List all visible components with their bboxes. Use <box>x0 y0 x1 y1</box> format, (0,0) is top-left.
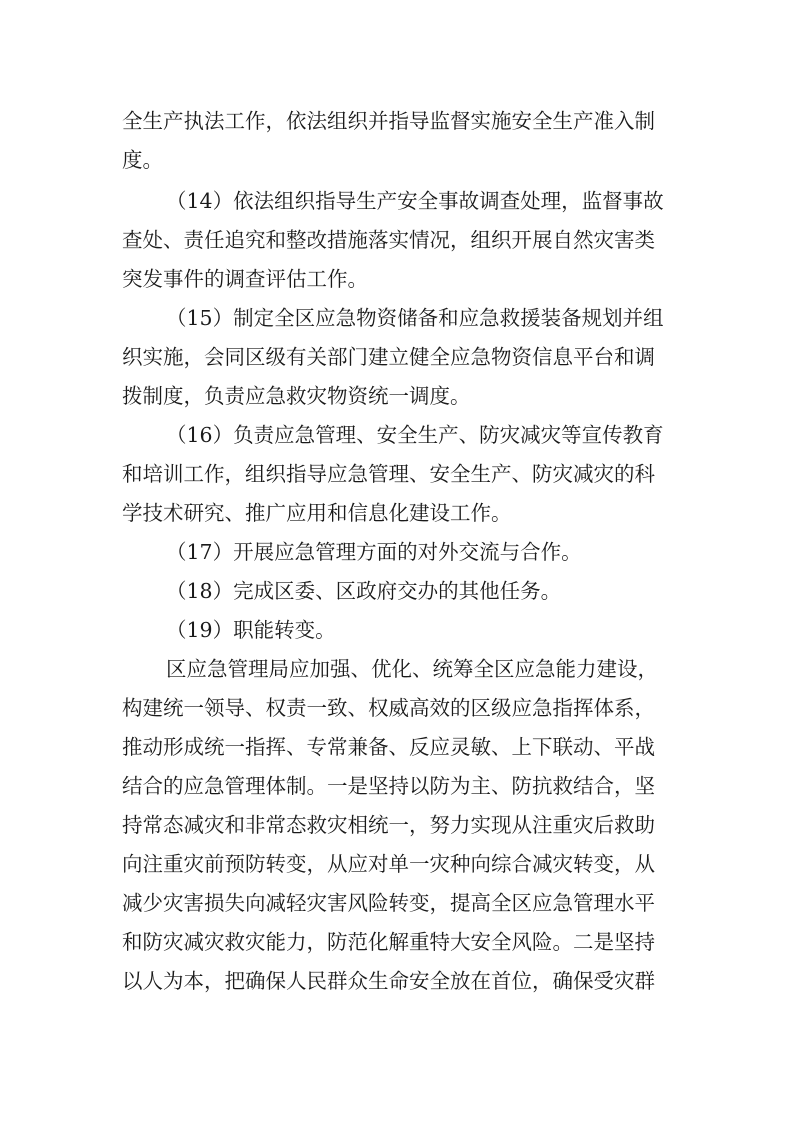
text-line: 以人为本，把确保人民群众生命安全放在首位，确保受灾群 <box>122 969 655 993</box>
text-line: 学技术研究、推广应用和信息化建设工作。 <box>122 501 512 525</box>
paragraph-14-start: （14）依法组织指导生产安全事故调查处理，监督事故 <box>166 189 664 213</box>
text-line: 突发事件的调查评估工作。 <box>122 267 368 291</box>
text-line: 构建统一领导、权责一致、权威高效的区级应急指挥体系， <box>122 696 655 720</box>
text-line: 持常态减灾和非常态救灾相统一，努力实现从注重灾后救助 <box>122 813 655 837</box>
text-line: 查处、责任追究和整改措施落实情况，组织开展自然灾害类 <box>122 228 655 252</box>
text-line: 和培训工作，组织指导应急管理、安全生产、防灾减灾的科 <box>122 462 655 486</box>
text-line: 减少灾害损失向减轻灾害风险转变，提高全区应急管理水平 <box>122 891 655 915</box>
text-line: 向注重灾前预防转变，从应对单一灾种向综合减灾转变，从 <box>122 852 655 876</box>
paragraph-19-heading: （19）职能转变。 <box>166 618 336 642</box>
paragraph-16-start: （16）负责应急管理、安全生产、防灾减灾等宣传教育 <box>166 423 664 447</box>
paragraph-18: （18）完成区委、区政府交办的其他任务。 <box>166 579 562 603</box>
text-line: 织实施，会同区级有关部门建立健全应急物资信息平台和调 <box>122 345 655 369</box>
text-line: 度。 <box>122 148 163 172</box>
text-line: 和防灾减灾救灾能力，防范化解重特大安全风险。二是坚持 <box>122 930 655 954</box>
text-line: 拨制度，负责应急救灾物资统一调度。 <box>122 384 471 408</box>
paragraph-17: （17）开展应急管理方面的对外交流与合作。 <box>166 540 582 564</box>
paragraph-15-start: （15）制定全区应急物资储备和应急救援装备规划并组 <box>166 306 664 330</box>
text-line: 推动形成统一指挥、专常兼备、反应灵敏、上下联动、平战 <box>122 735 655 759</box>
text-line: 结合的应急管理体制。一是坚持以防为主、防抗救结合，坚 <box>122 774 655 798</box>
text-line: 全生产执法工作，依法组织并指导监督实施安全生产准入制 <box>122 109 655 133</box>
paragraph-body-start: 区应急管理局应加强、优化、统筹全区应急能力建设， <box>166 657 658 681</box>
